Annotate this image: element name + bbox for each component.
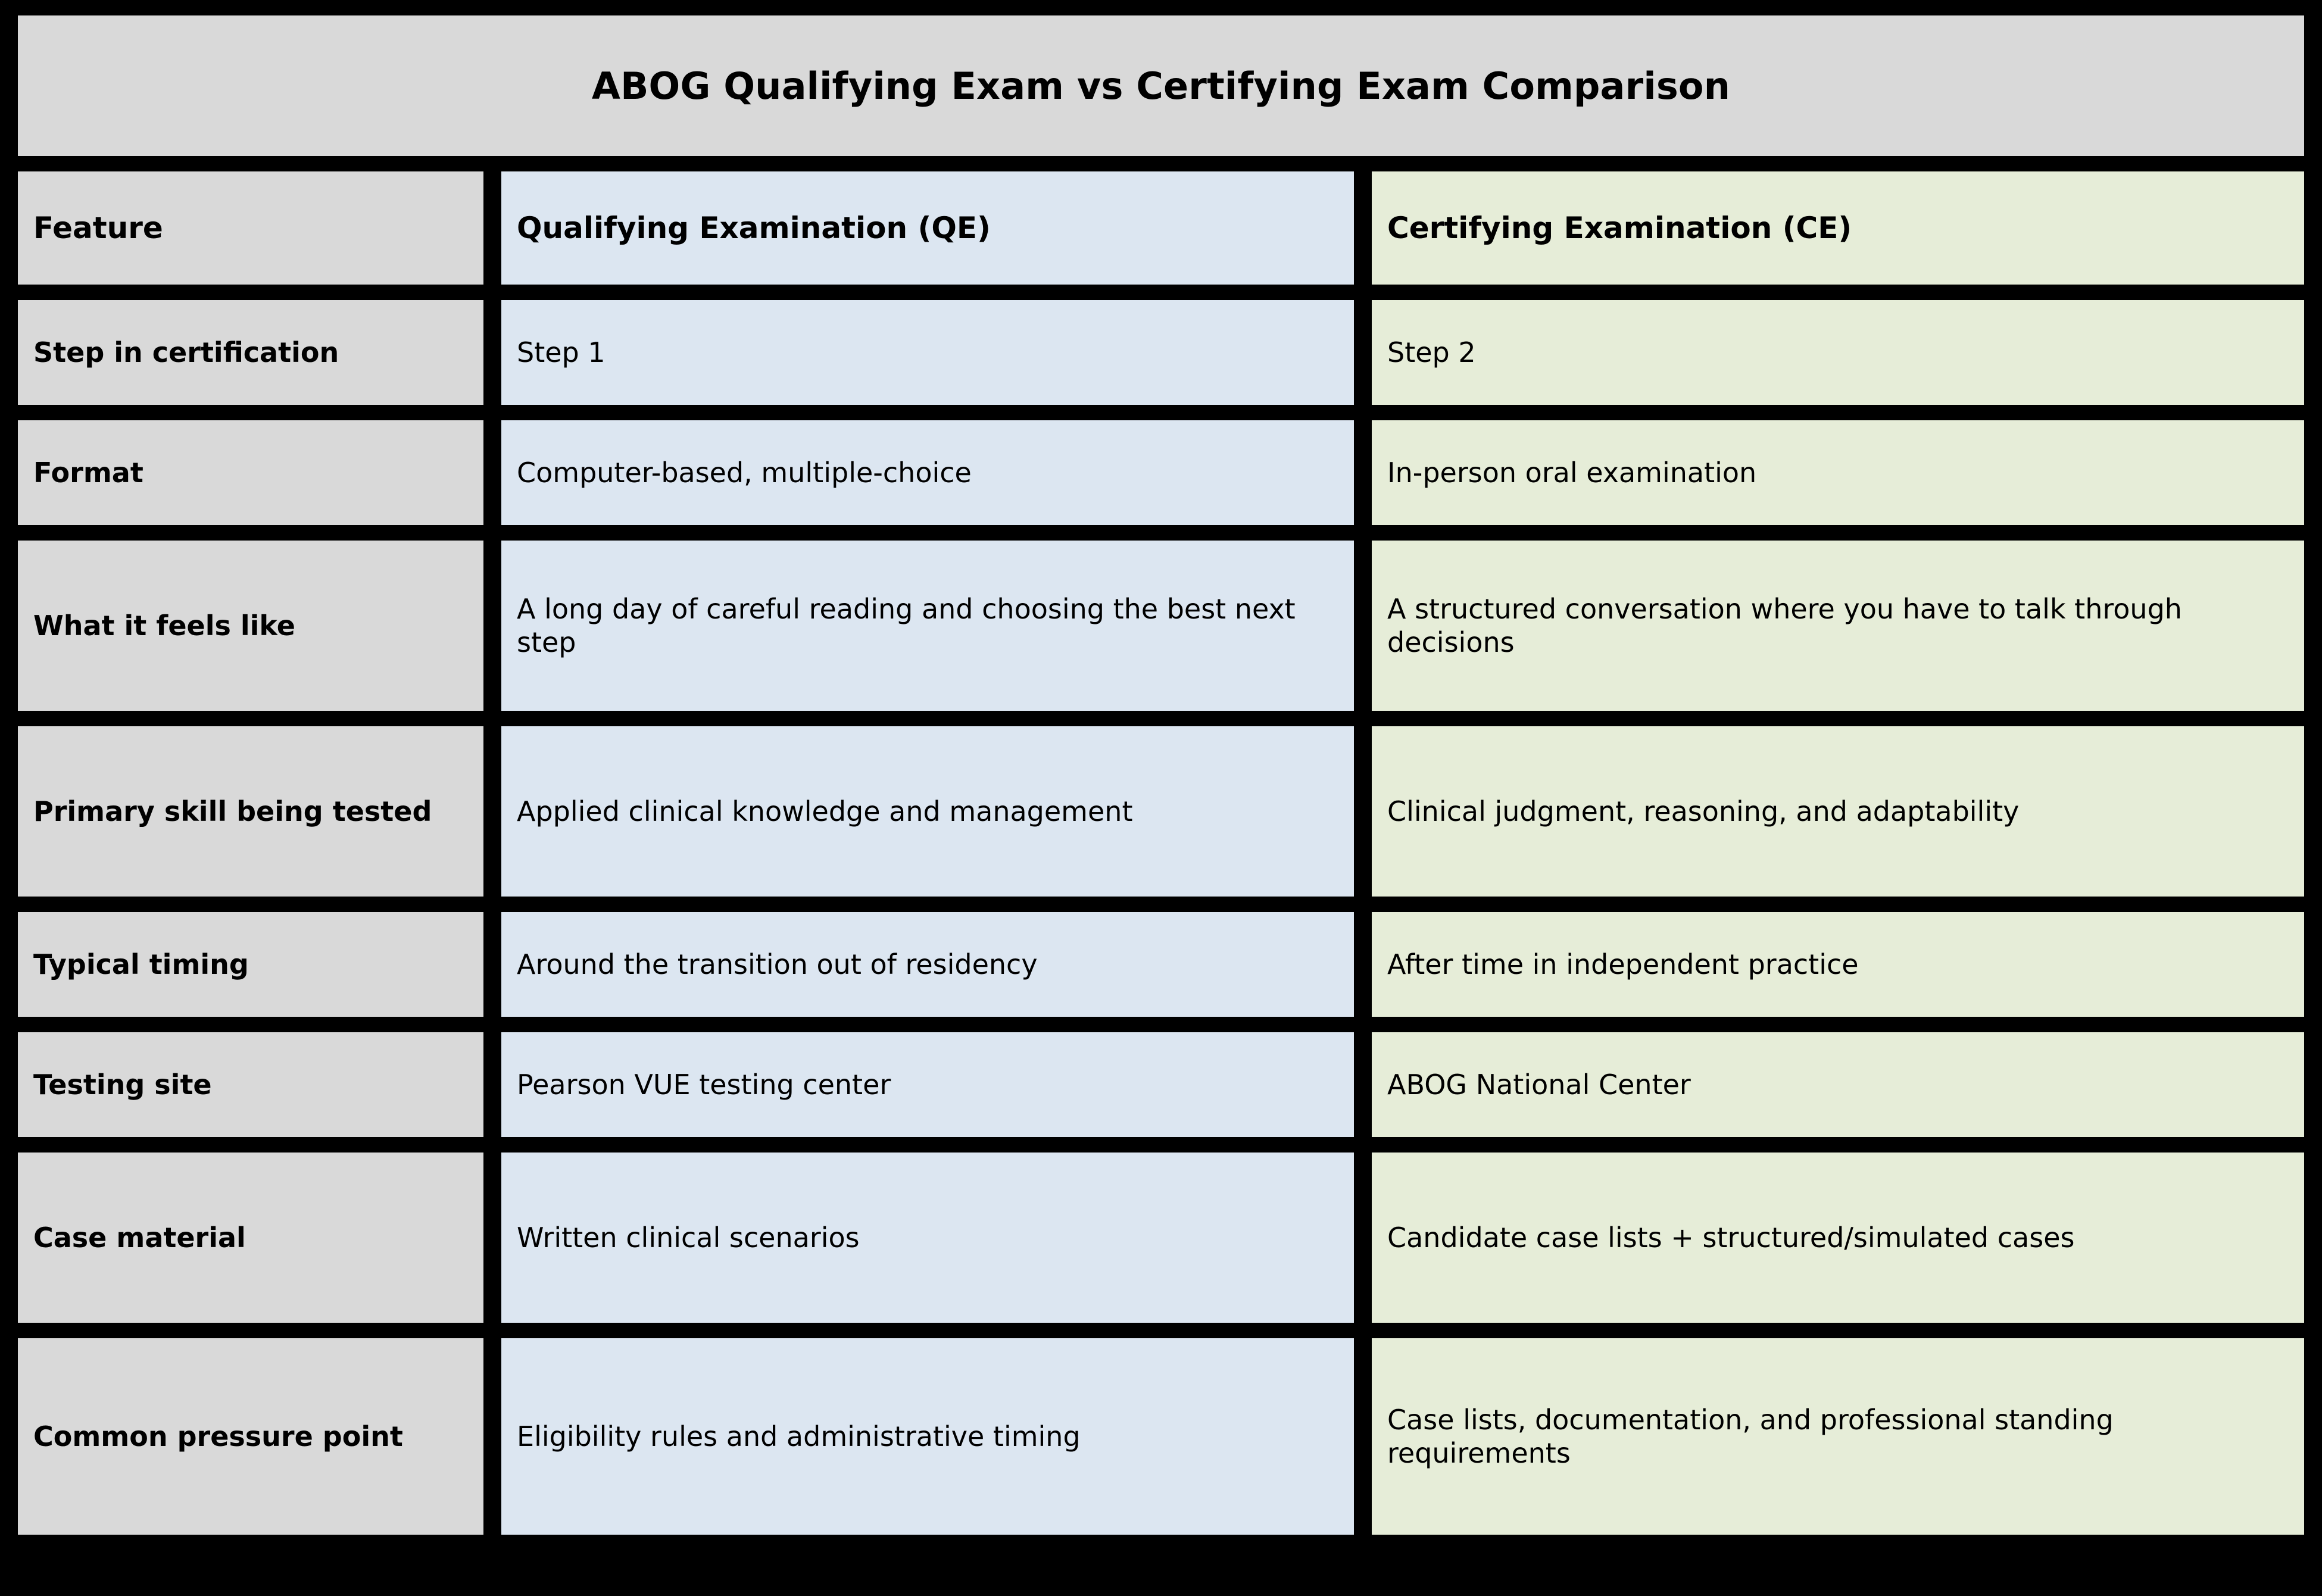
row-value-qe: Written clinical scenarios bbox=[501, 1153, 1354, 1323]
table-title-row bbox=[18, 15, 2304, 156]
row-label: Step in certification bbox=[18, 300, 483, 405]
table-header-row bbox=[18, 171, 2304, 285]
row-value-qe: Computer-based, multiple-choice bbox=[501, 420, 1354, 525]
row-value-ce: A structured conversation where you have to talk through decisions bbox=[1372, 541, 2304, 711]
comparison-table bbox=[18, 15, 2304, 1578]
table-row bbox=[18, 1032, 2304, 1137]
table-row bbox=[18, 1338, 2304, 1535]
table-row bbox=[18, 1153, 2304, 1323]
row-label: Primary skill being tested bbox=[18, 726, 483, 897]
row-value-ce: In-person oral examination bbox=[1372, 420, 2304, 525]
row-value-qe: Eligibility rules and administrative timing bbox=[501, 1338, 1354, 1535]
table-row bbox=[18, 912, 2304, 1017]
table-row bbox=[18, 300, 2304, 405]
column-header-qe: Qualifying Examination (QE) bbox=[501, 171, 1354, 285]
row-value-qe: Step 1 bbox=[501, 300, 1354, 405]
row-value-qe: Applied clinical knowledge and management bbox=[501, 726, 1354, 897]
row-label: Testing site bbox=[18, 1032, 483, 1137]
row-value-ce: After time in independent practice bbox=[1372, 912, 2304, 1017]
table-row bbox=[18, 420, 2304, 525]
column-header-feature: Feature bbox=[18, 171, 483, 285]
row-label: Typical timing bbox=[18, 912, 483, 1017]
row-label: Case material bbox=[18, 1153, 483, 1323]
table-row bbox=[18, 726, 2304, 897]
page-title: ABOG Qualifying Exam vs Certifying Exam Comparison bbox=[591, 64, 1731, 108]
row-value-ce: Candidate case lists + structured/simulated cases bbox=[1372, 1153, 2304, 1323]
row-value-ce: Case lists, documentation, and professional standing requirements bbox=[1372, 1338, 2304, 1535]
row-value-ce: ABOG National Center bbox=[1372, 1032, 2304, 1137]
column-header-ce: Certifying Examination (CE) bbox=[1372, 171, 2304, 285]
row-label: Format bbox=[18, 420, 483, 525]
row-value-qe: Pearson VUE testing center bbox=[501, 1032, 1354, 1137]
row-value-ce: Clinical judgment, reasoning, and adaptability bbox=[1372, 726, 2304, 897]
table-row bbox=[18, 541, 2304, 711]
row-value-ce: Step 2 bbox=[1372, 300, 2304, 405]
row-label: Common pressure point bbox=[18, 1338, 483, 1535]
row-label: What it feels like bbox=[18, 541, 483, 711]
row-value-qe: Around the transition out of residency bbox=[501, 912, 1354, 1017]
row-value-qe: A long day of careful reading and choosing the best next step bbox=[501, 541, 1354, 711]
